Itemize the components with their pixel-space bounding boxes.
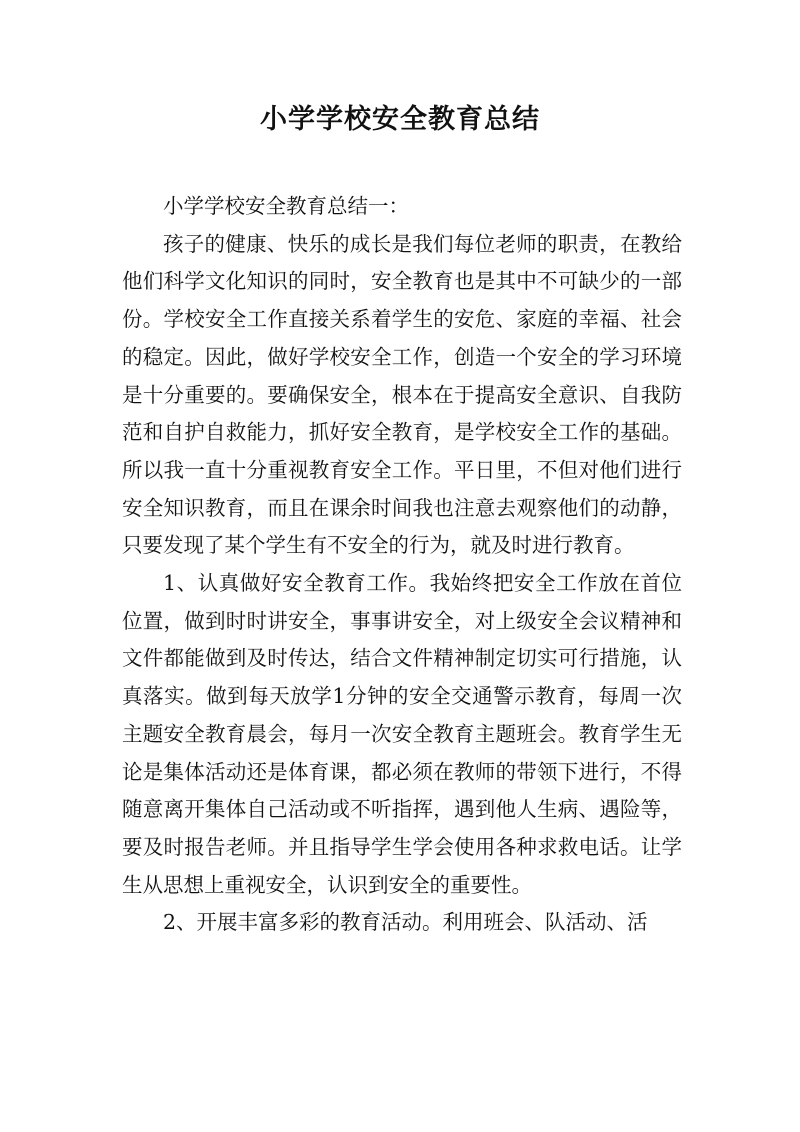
paragraph-point-2: 2、开展丰富多彩的教育活动。利用班会、队活动、活 xyxy=(163,910,648,935)
document-title: 小学学校安全教育总结 xyxy=(260,104,540,135)
paragraph-point-1: 1、认真做好安全教育工作。我始终把安全工作放在首位位置，做到时时讲安全，事事讲安全，对上级安全会议精神和文件都能做到及时传达，结合文件精神制定切实可行措施，认真落实。做到每天放学1分钟的安全交通警示教育，每周一次主题安全教育晨会，每月一次安全教育主题班会。教育学生无论是集体活动还是体育课，都必须在教师的带领下进行，不得随意离开集体自己活动或不听指挥，遇到他人生病、遇险等，要及时报告老师。并且指导学生学会使用各种求救电话。让学生从思想上重视安全，认识到安全的重要性。 xyxy=(122,571,682,897)
section-heading: 小学学校安全教育总结一： xyxy=(163,194,409,218)
paragraph-intro: 孩子的健康、快乐的成长是我们每位老师的职责，在教给他们科学文化知识的同时，安全教育也是其中不可缺少的一部份。学校安全工作直接关系着学生的安危、家庭的幸福、社会的稳定。因此，做好学校安全工作，创造一个安全的学习环境是十分重要的。要确保安全，根本在于提高安全意识、自我防范和自护自救能力，抓好安全教育，是学校安全工作的基础。所以我一直十分重视教育安全工作。平日里，不但对他们进行安全知识教育，而且在课余时间我也注意去观察他们的动静，只要发现了某个学生有不安全的行为，就及时进行教育。 xyxy=(122,231,682,558)
document-body xyxy=(122,188,682,942)
